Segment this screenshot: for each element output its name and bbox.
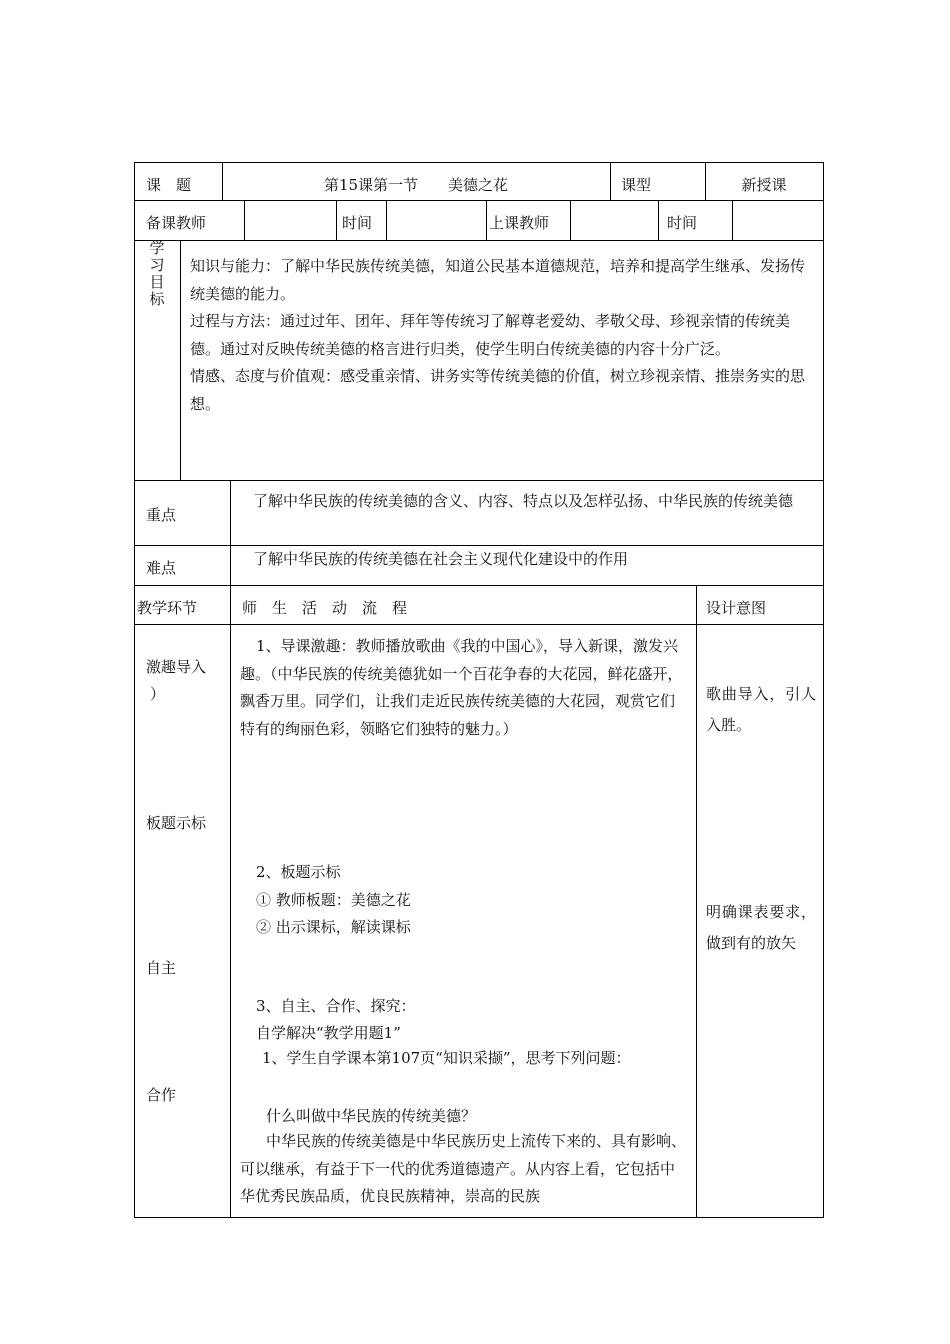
grid-line xyxy=(658,200,659,240)
objective-process: 过程与方法：通过过年、团年、拜年等传统习了解尊老爱幼、孝敬父母、珍视亲情的传统美德。通过对反映传统美德的格言进行归类，使学生明白传统美德的内容十分广泛。 xyxy=(190,312,791,358)
prep-time-label: 时间 xyxy=(342,214,373,232)
objectives-label: 学习目标 xyxy=(149,239,165,308)
flow-board-title: 2、板题示标 xyxy=(256,863,341,881)
grid-line xyxy=(180,240,181,480)
stage-intro-paren: ） xyxy=(150,685,166,703)
stage-column-header: 教学环节 xyxy=(137,599,198,617)
grid-line xyxy=(610,162,611,200)
intent-column-header: 设计意图 xyxy=(706,599,767,617)
grid-line xyxy=(336,200,337,240)
difficult-point-label: 难点 xyxy=(146,559,177,577)
grid-line xyxy=(134,200,824,201)
grid-line xyxy=(134,545,824,546)
grid-line xyxy=(696,585,697,1217)
objectives-text xyxy=(190,253,816,418)
stage-intro: 激趣导入 xyxy=(146,658,207,676)
grid-line xyxy=(486,200,487,240)
stage-board: 板题示标 xyxy=(146,814,207,832)
lesson-title: 第15课第一节 美德之花 xyxy=(323,176,509,194)
flow-question-1: 什么叫做中华民族的传统美德？ xyxy=(266,1107,477,1125)
intent-clear-goals: 明确课表要求，做到有的放矢 xyxy=(706,903,816,952)
grid-line xyxy=(732,200,733,240)
flow-explore-sub: 自学解决“教学用题1” xyxy=(256,1024,401,1042)
flow-board-item-2: ② 出示课标，解读课标 xyxy=(256,918,411,936)
grid-line xyxy=(244,200,245,240)
flow-board-item-1: ① 教师板题：美德之花 xyxy=(256,891,411,909)
lesson-type-label: 课型 xyxy=(621,176,652,194)
flow-question-intro: 1、学生自学课本第107页“知识采撷”，思考下列问题： xyxy=(262,1049,631,1067)
stage-cooperation: 合作 xyxy=(146,1086,177,1104)
topic-label: 课 题 xyxy=(146,176,192,194)
lesson-type-value: 新授课 xyxy=(741,176,787,194)
key-point-label: 重点 xyxy=(146,506,177,524)
key-point-text: 了解中华民族的传统美德的含义、内容、特点以及怎样弘扬、中华民族的传统美德 xyxy=(253,492,794,510)
grid-line xyxy=(230,480,231,585)
grid-line xyxy=(134,624,824,625)
intent-song-intro: 歌曲导入，引人入胜。 xyxy=(706,685,816,734)
table-border-left xyxy=(134,162,135,1217)
class-teacher-label: 上课教师 xyxy=(489,214,550,232)
grid-line xyxy=(134,480,824,481)
flow-intro-text: 1、导课激趣：教师播放歌曲《我的中国心》，导入新课，激发兴趣。（中华民族的传统美德犹如一个百花争春的大花园，鲜花盛开，飘香万里。同学们，让我们走近民族传统美德的大花园，观赏它们特有的绚丽色彩，领略它们独特的魅力。） xyxy=(240,637,683,738)
grid-line xyxy=(570,200,571,240)
prep-teacher-label: 备课教师 xyxy=(146,214,207,232)
table-border-bottom xyxy=(134,1217,824,1218)
stage-self-study: 自主 xyxy=(146,959,177,977)
grid-line xyxy=(134,585,824,586)
table-border-top xyxy=(134,162,824,163)
flow-answer-1: 中华民族的传统美德是中华民族历史上流传下来的、具有影响、可以继承，有益于下一代的优秀道德遗产。从内容上看，它包括中华优秀民族品质，优良民族精神，崇高的民族 xyxy=(240,1132,687,1205)
grid-line xyxy=(230,585,231,1217)
objective-attitude: 情感、态度与价值观：感受重亲情、讲务实等传统美德的价值，树立珍视亲情、推崇务实的思想。 xyxy=(190,367,806,413)
difficult-point-text: 了解中华民族的传统美德在社会主义现代化建设中的作用 xyxy=(253,550,629,568)
table-border-right xyxy=(823,162,824,1217)
grid-line xyxy=(386,200,387,240)
flow-column-header: 师 生 活 动 流 程 xyxy=(242,599,408,617)
objective-knowledge: 知识与能力：了解中华民族传统美德，知道公民基本道德规范，培养和提高学生继承、发扬传统美德的能力。 xyxy=(190,257,806,303)
grid-line xyxy=(134,240,824,241)
class-time-label: 时间 xyxy=(667,214,698,232)
flow-explore-title: 3、自主、合作、探究： xyxy=(256,997,416,1015)
